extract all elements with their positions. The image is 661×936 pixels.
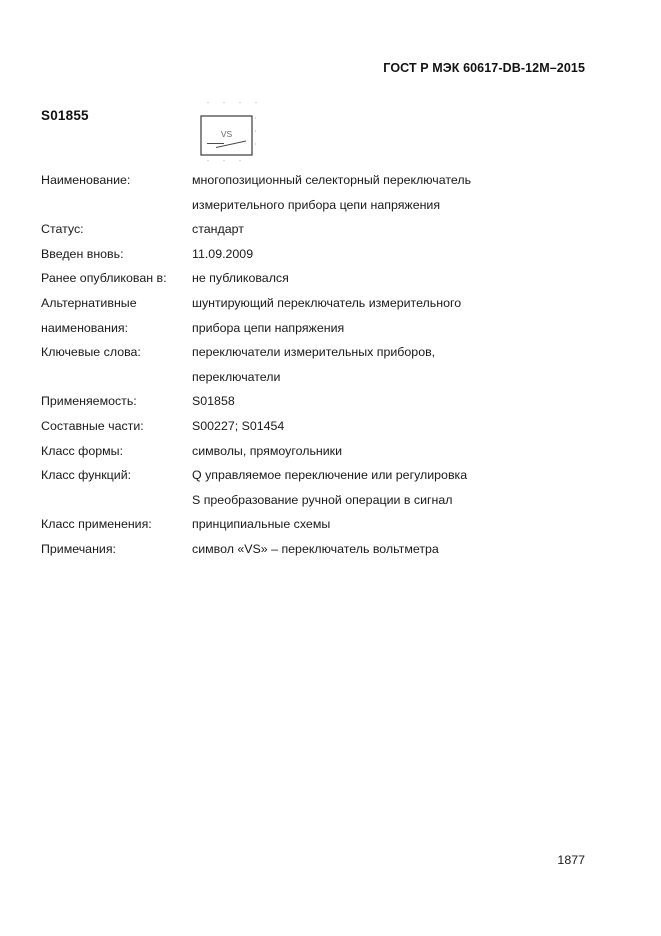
property-label: Примечания:: [41, 541, 116, 556]
property-label-continuation: наименования:: [41, 320, 129, 335]
property-values: [192, 340, 581, 389]
property-values: [192, 463, 581, 512]
table-row: [41, 266, 581, 291]
table-row: [41, 414, 581, 439]
property-value: не публиковался: [192, 271, 289, 286]
property-value: многопозиционный селекторный переключатель: [192, 173, 472, 187]
symbol-properties-table: [41, 168, 581, 562]
property-value: измерительного прибора цепи напряжения: [192, 197, 441, 212]
property-label: Ключевые слова:: [41, 345, 141, 360]
property-value: переключатели измерительных приборов,: [192, 345, 436, 360]
graphical-symbol-figure: [186, 98, 270, 168]
property-label-block: [41, 291, 192, 340]
property-label: Статус:: [41, 222, 84, 237]
property-label: Применяемость:: [41, 394, 137, 409]
property-values: [192, 389, 581, 414]
property-values: [192, 512, 581, 537]
property-label: Введен вновь:: [41, 246, 124, 261]
property-values: [192, 168, 581, 217]
property-value: переключатели: [192, 369, 281, 384]
table-row: [41, 291, 581, 340]
property-values: [192, 266, 581, 291]
document-header-standard-title: ГОСТ Р МЭК 60617-DB-12M–2015: [383, 61, 585, 75]
property-label: Наименование:: [41, 173, 131, 187]
property-values: [192, 439, 581, 464]
table-row: [41, 389, 581, 414]
property-value: символ «VS» – переключатель вольтметра: [192, 541, 439, 556]
property-values: [192, 291, 581, 340]
property-value: S01858: [192, 394, 235, 409]
property-value: символы, прямоугольники: [192, 443, 343, 458]
page-number: 1877: [557, 853, 585, 867]
property-value: стандарт: [192, 222, 244, 237]
table-row: [41, 463, 581, 512]
property-value: Q управляемое переключение или регулировка: [192, 468, 468, 483]
property-value: принципиальные схемы: [192, 517, 331, 532]
symbol-vs-label: VS: [220, 129, 233, 139]
property-values: [192, 242, 581, 267]
table-row: [41, 340, 581, 389]
property-values: [192, 414, 581, 439]
property-value: шунтирующий переключатель измерительного: [192, 295, 462, 310]
symbol-id-heading: S01855: [41, 108, 89, 123]
property-label: Класс функций:: [41, 468, 132, 483]
table-row: [41, 168, 581, 217]
table-row: [41, 439, 581, 464]
property-value: S преобразование ручной операции в сигнал: [192, 492, 453, 507]
property-values: [192, 537, 581, 562]
table-row: [41, 512, 581, 537]
table-row: [41, 537, 581, 562]
property-label: Альтернативные: [41, 295, 137, 310]
property-value: S00227; S01454: [192, 418, 285, 433]
property-label: Составные части:: [41, 418, 144, 433]
table-row: [41, 242, 581, 267]
property-label: Класс формы:: [41, 443, 124, 458]
property-values: [192, 217, 581, 242]
property-value: 11.09.2009: [192, 246, 254, 261]
property-label: Ранее опубликован в:: [41, 271, 167, 286]
property-value: прибора цепи напряжения: [192, 320, 345, 335]
table-row: [41, 217, 581, 242]
property-label: Класс применения:: [41, 517, 152, 532]
